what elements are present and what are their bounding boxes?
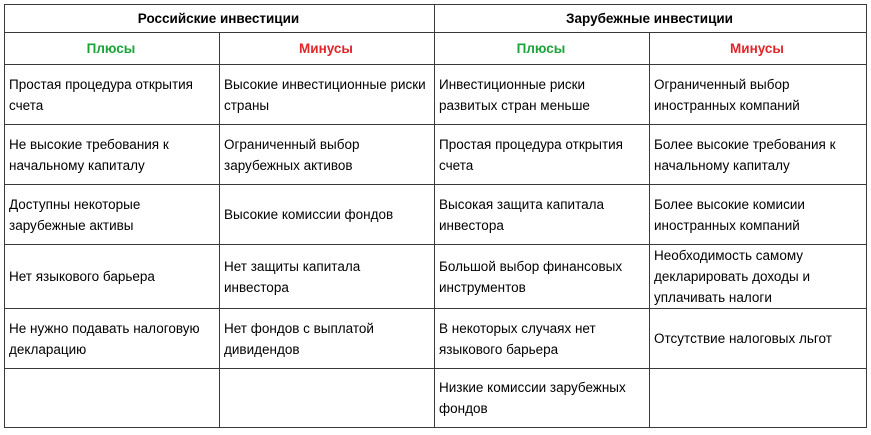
cell-ru-minus: Высокие инвестиционные риски страны [220, 65, 435, 125]
table-row [5, 309, 867, 369]
cell-ru-plus: Простая процедура открытия счета [5, 65, 220, 125]
cell-fo-minus: Ограниченный выбор иностранных компаний [650, 65, 867, 125]
subheader-row [5, 33, 867, 65]
table-row [5, 125, 867, 185]
table-row [5, 369, 867, 428]
cell-fo-minus: Необходимость самому декларировать доходы и уплачивать налоги [650, 245, 867, 309]
header-row [5, 5, 867, 33]
cell-fo-plus: В некоторых случаях нет языкового барьера [435, 309, 650, 369]
cell-fo-plus: Большой выбор финансовых инструментов [435, 245, 650, 309]
subheader-fo-plus: Плюсы [435, 33, 650, 65]
comparison-table [4, 4, 867, 428]
cell-fo-minus: Более высокие требования к начальному капиталу [650, 125, 867, 185]
table-row [5, 65, 867, 125]
header-foreign: Зарубежные инвестиции [435, 5, 867, 33]
cell-ru-minus: Ограниченный выбор зарубежных активов [220, 125, 435, 185]
cell-ru-plus: Не высокие требования к начальному капиталу [5, 125, 220, 185]
cell-ru-minus: Нет фондов с выплатой дивидендов [220, 309, 435, 369]
subheader-ru-plus: Плюсы [5, 33, 220, 65]
cell-fo-plus: Низкие комиссии зарубежных фондов [435, 369, 650, 428]
subheader-ru-minus: Минусы [220, 33, 435, 65]
table-row [5, 245, 867, 309]
cell-ru-plus: Нет языкового барьера [5, 245, 220, 309]
cell-fo-plus: Инвестиционные риски развитых стран меньше [435, 65, 650, 125]
cell-ru-plus: Доступны некоторые зарубежные активы [5, 185, 220, 245]
cell-fo-plus: Высокая защита капитала инвестора [435, 185, 650, 245]
cell-fo-minus [650, 369, 867, 428]
cell-fo-minus: Отсутствие налоговых льгот [650, 309, 867, 369]
subheader-fo-minus: Минусы [650, 33, 867, 65]
header-russian: Российские инвестиции [5, 5, 435, 33]
cell-ru-minus: Высокие комиссии фондов [220, 185, 435, 245]
cell-fo-plus: Простая процедура открытия счета [435, 125, 650, 185]
cell-ru-plus: Не нужно подавать налоговую декларацию [5, 309, 220, 369]
cell-ru-minus: Нет защиты капитала инвестора [220, 245, 435, 309]
cell-ru-minus [220, 369, 435, 428]
cell-ru-plus [5, 369, 220, 428]
table-row [5, 185, 867, 245]
cell-fo-minus: Более высокие комисии иностранных компаний [650, 185, 867, 245]
